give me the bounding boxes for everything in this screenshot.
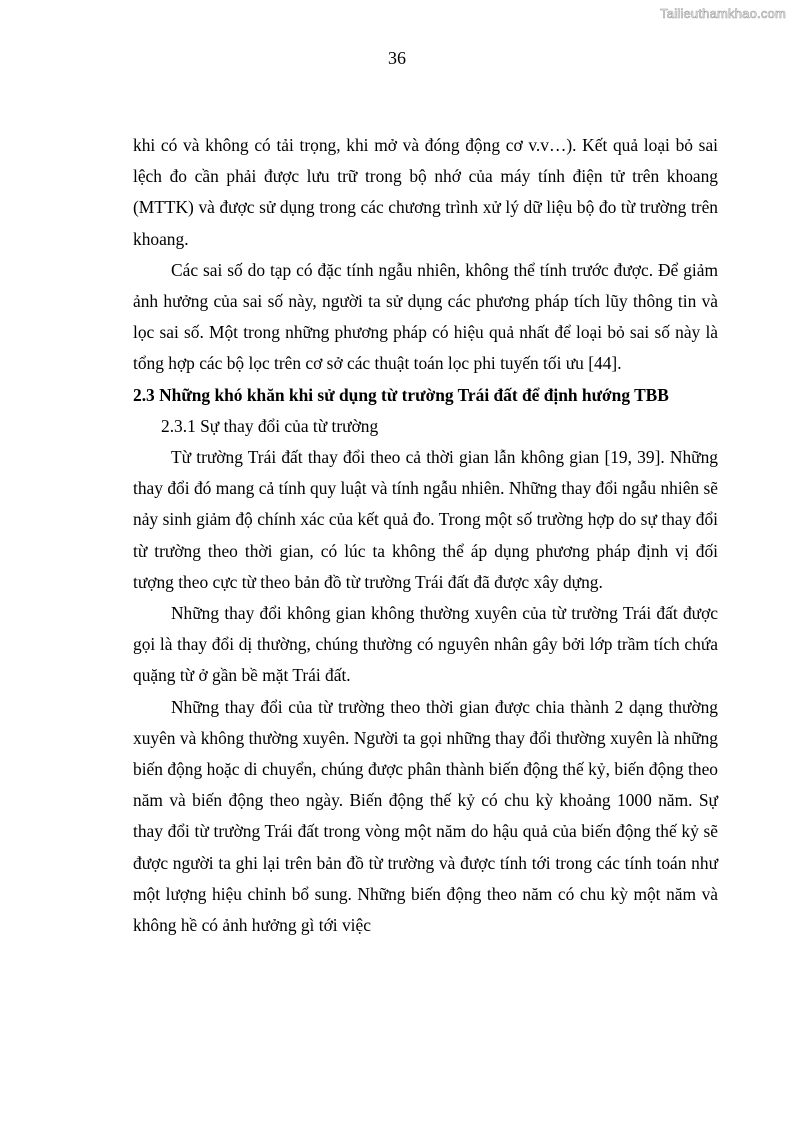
page-body — [133, 130, 718, 941]
paragraph-3: Từ trường Trái đất thay đổi theo cả thời gian lẫn không gian [19, 39]. Những thay đổi đó mang cả tính quy luật và tính ngẫu nhiên. Những thay đổi ngẫu nhiên sẽ nảy sinh giảm độ chính xác của kết quả đo. Trong một số trường hợp do sự thay đổi từ trường theo thời gian, có lúc ta không thể áp dụng phương pháp định vị đối tượng theo cực từ theo bản đồ từ trường Trái đất đã được xây dựng. — [133, 447, 718, 592]
paragraph-5: Những thay đổi của từ trường theo thời gian được chia thành 2 dạng thường xuyên và không thường xuyên. Người ta gọi những thay đổi thường xuyên là những biến động hoặc di chuyển, chúng được phân thành biến động thế kỷ, biến động theo năm và biến động theo ngày. Biến động thế kỷ có chu kỳ khoảng 1000 năm. Sự thay đổi từ trường Trái đất trong vòng một năm do hậu quả của biến động thế kỷ sẽ được người ta ghi lại trên bản đồ từ trường và được tính tới trong các tính toán như một lượng hiệu chỉnh bổ sung. Những biến động theo năm có chu kỳ một năm và không hề có ảnh hưởng gì tới việc — [133, 696, 718, 936]
section-heading: 2.3 Những khó khăn khi sử dụng từ trường Trái đất để định hướng TBB — [133, 384, 669, 405]
paragraph-2: Các sai số do tạp có đặc tính ngẫu nhiên, không thể tính trước được. Để giảm ảnh hưởng của sai số này, người ta sử dụng các phương pháp tích lũy thông tin và lọc sai số. Một trong những phương pháp có hiệu quả nhất để loại bỏ sai số này là tổng hợp các bộ lọc trên cơ sở các thuật toán lọc phi tuyến tối ưu [44]. — [133, 259, 718, 374]
subsection-heading: 2.3.1 Sự thay đổi của từ trường — [161, 415, 379, 436]
page-number: 36 — [388, 48, 406, 68]
paragraph-1: khi có và không có tải trọng, khi mở và đóng động cơ v.v…). Kết quả loại bỏ sai lệch đo cần phải được lưu trữ trong bộ nhớ của máy tính điện tử trên khoang (MTTK) và được sử dụng trong các chương trình xử lý dữ liệu bộ đo từ trường trên khoang. — [133, 135, 718, 249]
watermark-text: Tailieuthamkhao.com — [660, 6, 786, 21]
paragraph-4: Những thay đổi không gian không thường xuyên của từ trường Trái đất được gọi là thay đổi dị thường, chúng thường có nguyên nhân gây bởi lớp trầm tích chứa quặng từ ở gần bề mặt Trái đất. — [133, 603, 718, 686]
